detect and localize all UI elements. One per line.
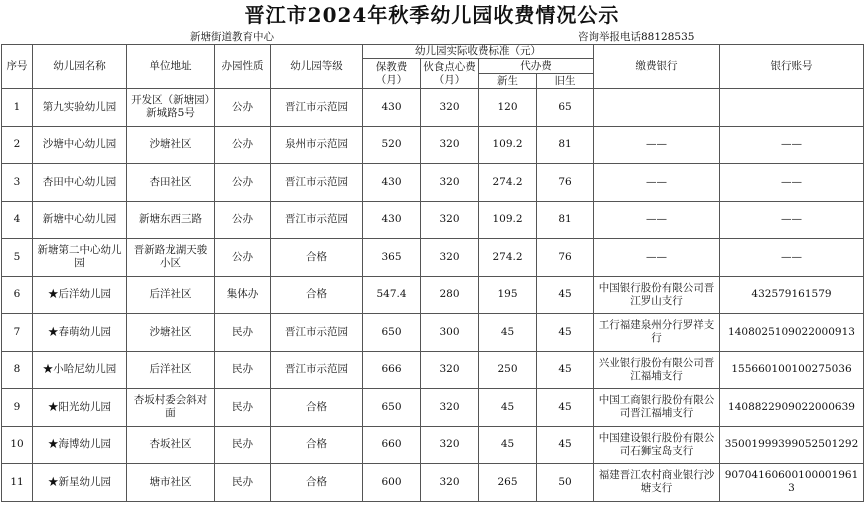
cell-meal-fee: 320 xyxy=(421,464,479,502)
cell-name: 新塘第二中心幼儿园 xyxy=(33,239,127,277)
header-old-student: 旧生 xyxy=(537,74,594,89)
cell-seq: 4 xyxy=(2,201,33,239)
cell-address: 沙塘社区 xyxy=(127,126,215,164)
header-agency-fee: 代办费 xyxy=(479,59,594,74)
table-row xyxy=(2,201,864,239)
cell-grade: 合格 xyxy=(271,239,363,277)
cell-new-student-fee: 195 xyxy=(479,276,537,314)
table-row xyxy=(2,276,864,314)
cell-meal-fee: 320 xyxy=(421,164,479,202)
cell-nature: 民办 xyxy=(215,426,271,464)
cell-new-student-fee: 109.2 xyxy=(479,201,537,239)
cell-name: 杏田中心幼儿园 xyxy=(33,164,127,202)
cell-new-student-fee: 45 xyxy=(479,426,537,464)
cell-nature: 集体办 xyxy=(215,276,271,314)
header-bank: 缴费银行 xyxy=(594,45,720,89)
table-row xyxy=(2,464,864,502)
cell-grade: 泉州市示范园 xyxy=(271,126,363,164)
cell-care-fee: 430 xyxy=(363,201,421,239)
cell-old-student-fee: 50 xyxy=(537,464,594,502)
cell-seq: 7 xyxy=(2,314,33,352)
cell-old-student-fee: 45 xyxy=(537,389,594,427)
cell-account: 155660100100275036 xyxy=(720,351,864,389)
header-fee-group: 幼儿园实际收费标准（元） xyxy=(363,45,594,59)
cell-seq: 10 xyxy=(2,426,33,464)
cell-seq: 1 xyxy=(2,89,33,127)
cell-new-student-fee: 45 xyxy=(479,314,537,352)
cell-care-fee: 650 xyxy=(363,389,421,427)
cell-name: ★春萌幼儿园 xyxy=(33,314,127,352)
cell-care-fee: 520 xyxy=(363,126,421,164)
cell-old-student-fee: 81 xyxy=(537,201,594,239)
cell-name: ★阳光幼儿园 xyxy=(33,389,127,427)
cell-address: 沙塘社区 xyxy=(127,314,215,352)
cell-care-fee: 666 xyxy=(363,351,421,389)
cell-seq: 6 xyxy=(2,276,33,314)
cell-seq: 9 xyxy=(2,389,33,427)
cell-seq: 2 xyxy=(2,126,33,164)
cell-old-student-fee: 81 xyxy=(537,126,594,164)
header-meal-fee: 伙食点心费（月） xyxy=(421,59,479,89)
cell-nature: 民办 xyxy=(215,389,271,427)
cell-address: 后洋社区 xyxy=(127,276,215,314)
cell-account: 35001999399052501292 xyxy=(720,426,864,464)
cell-grade: 合格 xyxy=(271,276,363,314)
cell-account xyxy=(720,89,864,127)
cell-grade: 合格 xyxy=(271,464,363,502)
cell-seq: 8 xyxy=(2,351,33,389)
cell-new-student-fee: 265 xyxy=(479,464,537,502)
cell-address: 杏坂社区 xyxy=(127,426,215,464)
cell-name: 新塘中心幼儿园 xyxy=(33,201,127,239)
cell-new-student-fee: 274.2 xyxy=(479,164,537,202)
cell-address: 杏田社区 xyxy=(127,164,215,202)
cell-account: —— xyxy=(720,239,864,277)
header-grade: 幼儿园等级 xyxy=(271,45,363,89)
cell-name: ★海博幼儿园 xyxy=(33,426,127,464)
table-body xyxy=(2,89,864,502)
cell-name: ★小哈尼幼儿园 xyxy=(33,351,127,389)
cell-nature: 公办 xyxy=(215,239,271,277)
table-row xyxy=(2,239,864,277)
cell-meal-fee: 320 xyxy=(421,351,479,389)
cell-address: 塘市社区 xyxy=(127,464,215,502)
cell-nature: 公办 xyxy=(215,126,271,164)
cell-care-fee: 650 xyxy=(363,314,421,352)
cell-seq: 5 xyxy=(2,239,33,277)
cell-address: 后洋社区 xyxy=(127,351,215,389)
cell-account: 432579161579 xyxy=(720,276,864,314)
table-row xyxy=(2,126,864,164)
cell-meal-fee: 320 xyxy=(421,201,479,239)
cell-meal-fee: 320 xyxy=(421,126,479,164)
header-nature: 办园性质 xyxy=(215,45,271,89)
cell-nature: 民办 xyxy=(215,351,271,389)
cell-seq: 3 xyxy=(2,164,33,202)
cell-new-student-fee: 120 xyxy=(479,89,537,127)
cell-account: —— xyxy=(720,126,864,164)
cell-old-student-fee: 45 xyxy=(537,314,594,352)
table-row xyxy=(2,426,864,464)
header-address: 单位地址 xyxy=(127,45,215,89)
page-title: 晋江市2024年秋季幼儿园收费情况公示 xyxy=(244,3,620,27)
cell-address: 晋新路龙湖天骏小区 xyxy=(127,239,215,277)
cell-bank: 中国工商银行股份有限公司晋江福埔支行 xyxy=(594,389,720,427)
cell-bank: —— xyxy=(594,239,720,277)
fee-table xyxy=(1,44,864,502)
cell-grade: 晋江市示范园 xyxy=(271,164,363,202)
table-row xyxy=(2,389,864,427)
cell-old-student-fee: 45 xyxy=(537,426,594,464)
cell-nature: 公办 xyxy=(215,201,271,239)
cell-grade: 晋江市示范园 xyxy=(271,314,363,352)
cell-grade: 晋江市示范园 xyxy=(271,201,363,239)
cell-name: ★新星幼儿园 xyxy=(33,464,127,502)
cell-meal-fee: 320 xyxy=(421,389,479,427)
cell-bank: —— xyxy=(594,201,720,239)
cell-seq: 11 xyxy=(2,464,33,502)
cell-account: —— xyxy=(720,201,864,239)
table-row xyxy=(2,314,864,352)
cell-bank: 福建晋江农村商业银行沙塘支行 xyxy=(594,464,720,502)
header-care-fee: 保教费（月） xyxy=(363,59,421,89)
cell-grade: 合格 xyxy=(271,389,363,427)
cell-care-fee: 547.4 xyxy=(363,276,421,314)
cell-grade: 晋江市示范园 xyxy=(271,351,363,389)
cell-meal-fee: 300 xyxy=(421,314,479,352)
cell-nature: 公办 xyxy=(215,164,271,202)
cell-new-student-fee: 109.2 xyxy=(479,126,537,164)
cell-account: 907041606001000019613 xyxy=(720,464,864,502)
cell-new-student-fee: 45 xyxy=(479,389,537,427)
cell-bank xyxy=(594,89,720,127)
cell-care-fee: 600 xyxy=(363,464,421,502)
cell-meal-fee: 320 xyxy=(421,89,479,127)
cell-name: 沙塘中心幼儿园 xyxy=(33,126,127,164)
cell-nature: 公办 xyxy=(215,89,271,127)
cell-care-fee: 660 xyxy=(363,426,421,464)
cell-name: ★后洋幼儿园 xyxy=(33,276,127,314)
cell-address: 开发区（新塘园）新城路5号 xyxy=(127,89,215,127)
cell-bank: —— xyxy=(594,164,720,202)
cell-bank: —— xyxy=(594,126,720,164)
header-account: 银行账号 xyxy=(720,45,864,89)
cell-old-student-fee: 65 xyxy=(537,89,594,127)
header-name: 幼儿园名称 xyxy=(33,45,127,89)
cell-new-student-fee: 274.2 xyxy=(479,239,537,277)
cell-bank: 工行福建泉州分行罗祥支行 xyxy=(594,314,720,352)
cell-bank: 中国银行股份有限公司晋江罗山支行 xyxy=(594,276,720,314)
cell-care-fee: 365 xyxy=(363,239,421,277)
cell-grade: 合格 xyxy=(271,426,363,464)
subtitle-row xyxy=(0,30,864,44)
cell-old-student-fee: 45 xyxy=(537,351,594,389)
cell-grade: 晋江市示范园 xyxy=(271,89,363,127)
hotline: 咨询举报电话88128535 xyxy=(578,31,695,43)
cell-meal-fee: 320 xyxy=(421,426,479,464)
cell-old-student-fee: 45 xyxy=(537,276,594,314)
cell-old-student-fee: 76 xyxy=(537,164,594,202)
cell-care-fee: 430 xyxy=(363,164,421,202)
cell-account: 1408822909022000639 xyxy=(720,389,864,427)
cell-address: 杏坂村委会斜对面 xyxy=(127,389,215,427)
cell-account: —— xyxy=(720,164,864,202)
cell-bank: 兴业银行股份有限公司晋江福埔支行 xyxy=(594,351,720,389)
cell-nature: 民办 xyxy=(215,464,271,502)
cell-old-student-fee: 76 xyxy=(537,239,594,277)
cell-new-student-fee: 250 xyxy=(479,351,537,389)
header-seq: 序号 xyxy=(2,45,33,89)
table-row xyxy=(2,164,864,202)
cell-care-fee: 430 xyxy=(363,89,421,127)
header-new-student: 新生 xyxy=(479,74,537,89)
cell-nature: 民办 xyxy=(215,314,271,352)
cell-meal-fee: 320 xyxy=(421,239,479,277)
cell-address: 新塘东西三路 xyxy=(127,201,215,239)
cell-meal-fee: 280 xyxy=(421,276,479,314)
cell-name: 第九实验幼儿园 xyxy=(33,89,127,127)
table-row xyxy=(2,89,864,127)
table-row xyxy=(2,351,864,389)
cell-account: 1408025109022000913 xyxy=(720,314,864,352)
cell-bank: 中国建设银行股份有限公司石狮宝岛支行 xyxy=(594,426,720,464)
org-name: 新塘街道教育中心 xyxy=(190,31,274,43)
